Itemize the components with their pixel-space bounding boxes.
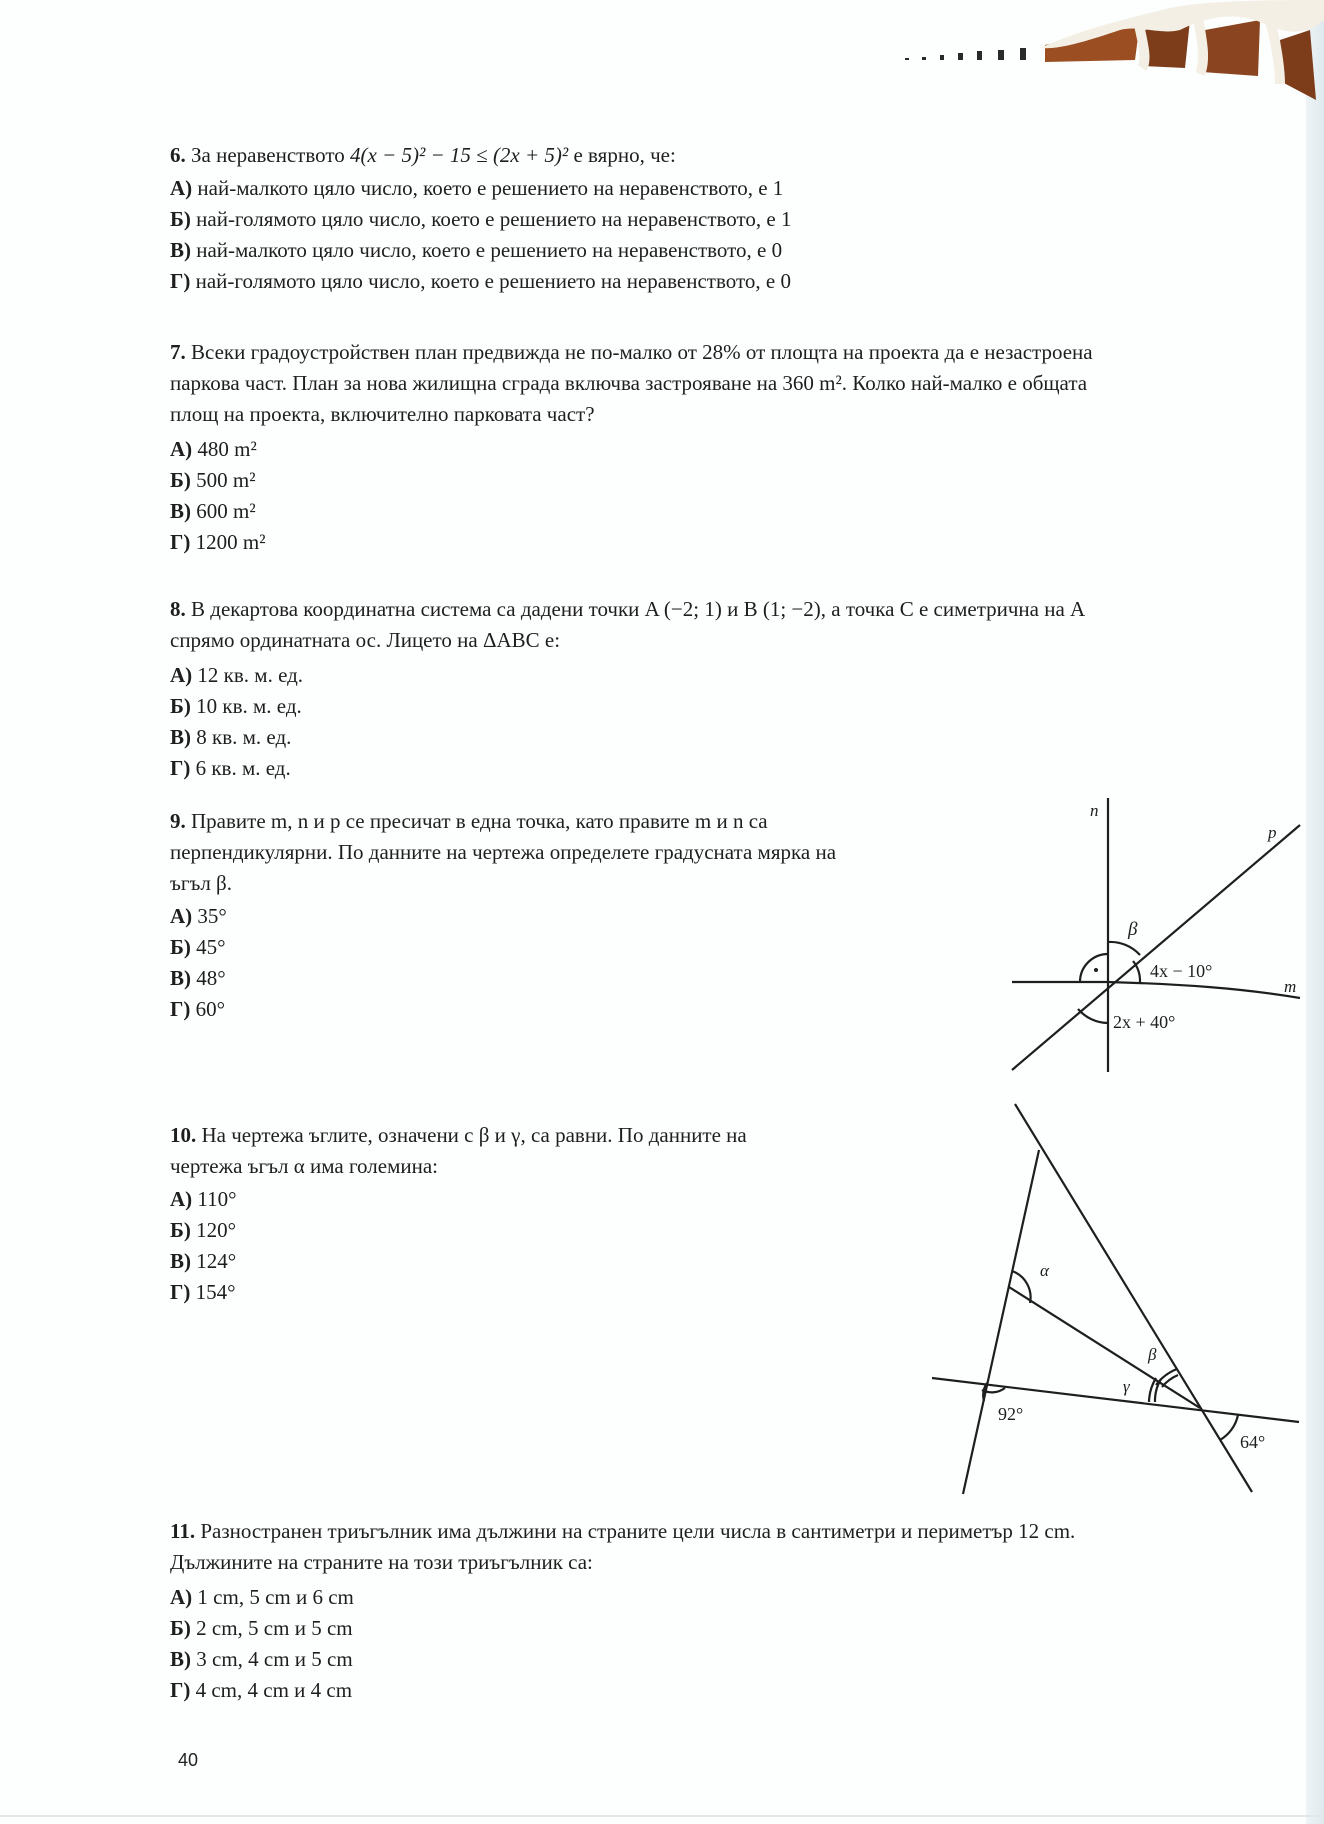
question-stem (170, 140, 791, 171)
answer-option-d[interactable] (170, 994, 1000, 1025)
question-number: 8. (170, 597, 186, 621)
option-text: най-голямото цяло число, което е решението на неравенството, е 0 (195, 269, 791, 293)
answer-option-c[interactable] (170, 235, 791, 266)
answer-option-b[interactable] (170, 465, 1320, 496)
option-label: А) (170, 437, 193, 461)
question-10 (170, 1120, 930, 1308)
line-left-side (963, 1150, 1039, 1494)
figure-q9-intersecting-lines (1000, 780, 1320, 1080)
beta-arc (1108, 942, 1140, 955)
answer-option-a[interactable] (170, 434, 1320, 465)
question-number: 6. (170, 143, 186, 167)
stem-text: За неравенството (191, 143, 345, 167)
answer-option-a[interactable] (170, 1582, 1320, 1613)
option-label: Б) (170, 694, 191, 718)
page-number: 40 (178, 1750, 199, 1770)
option-label: А) (170, 663, 193, 687)
stem-line: Дължините на страните на този триъгълник са: (170, 1550, 593, 1574)
answer-option-c[interactable] (170, 1246, 930, 1277)
label-92: 92° (998, 1404, 1024, 1424)
answer-option-c[interactable] (170, 1644, 1320, 1675)
stem-line: ъгъл β. (170, 871, 232, 895)
option-text: 60° (195, 997, 226, 1021)
option-label: Б) (170, 1218, 191, 1242)
answer-option-a[interactable] (170, 660, 1320, 691)
stem-line: В декартова координатна система са дадени точки A (−2; 1) и B (1; −2), а точка C е симетрична на A (191, 597, 1086, 621)
label-beta: β (1128, 919, 1138, 940)
option-text: 1200 m² (195, 530, 266, 554)
option-text: 1 cm, 5 cm и 6 cm (197, 1585, 354, 1609)
question-11 (170, 1516, 1320, 1706)
answer-option-b[interactable] (170, 1613, 1320, 1644)
angle-64-arc (1220, 1415, 1238, 1440)
question-9 (170, 806, 1000, 1025)
option-text: най-малкото цяло число, което е решението на неравенството, е 1 (197, 176, 784, 200)
question-stem (170, 806, 1000, 837)
option-label: Г) (170, 756, 191, 780)
option-label: А) (170, 176, 193, 200)
question-stem (170, 1120, 930, 1151)
option-text: 120° (196, 1218, 237, 1242)
option-text: 8 кв. м. ед. (196, 725, 292, 749)
question-number: 7. (170, 340, 186, 364)
option-text: 480 m² (197, 437, 257, 461)
right-angle-dot (1094, 968, 1098, 972)
stem-line: чертежа ъгъл α има големина: (170, 1154, 438, 1178)
option-label: Б) (170, 1616, 191, 1640)
option-label: А) (170, 1187, 193, 1211)
option-label: Г) (170, 530, 191, 554)
option-text: 154° (195, 1280, 236, 1304)
label-n: n (1090, 801, 1099, 820)
option-label: Б) (170, 468, 191, 492)
answer-option-a[interactable] (170, 901, 1000, 932)
stem-text: е вярно, че: (573, 143, 676, 167)
option-text: 600 m² (196, 499, 256, 523)
option-label: Б) (170, 207, 191, 231)
label-lower-angle: 2x + 40° (1113, 1012, 1176, 1032)
question-stem (170, 337, 1320, 368)
label-64: 64° (1240, 1432, 1266, 1452)
right-angle-arc (1080, 954, 1108, 982)
answer-option-c[interactable] (170, 496, 1320, 527)
option-label: Б) (170, 935, 191, 959)
option-text: 10 кв. м. ед. (196, 694, 302, 718)
answer-option-b[interactable] (170, 204, 791, 235)
label-alpha: α (1040, 1261, 1049, 1280)
option-text: 6 кв. м. ед. (195, 756, 291, 780)
stem-line: спрямо ординатната ос. Лицето на ΔABC е: (170, 628, 561, 652)
option-text: 110° (197, 1187, 237, 1211)
question-6 (170, 140, 791, 297)
stem-line: Правите m, n и p се пресичат в една точка, като правите m и n са (191, 809, 768, 833)
answer-option-b[interactable] (170, 1215, 930, 1246)
stem-line: На чертежа ъглите, означени с β и γ, са равни. По данните на (201, 1123, 747, 1147)
option-text: 124° (196, 1249, 237, 1273)
question-stem (170, 594, 1320, 625)
option-text: 2 cm, 5 cm и 5 cm (196, 1616, 353, 1640)
label-gamma: γ (1123, 1377, 1130, 1396)
line-p (1012, 825, 1300, 1070)
question-number: 9. (170, 809, 186, 833)
label-upper-angle: 4x − 10° (1150, 961, 1213, 981)
option-label: В) (170, 1249, 191, 1273)
option-text: 12 кв. м. ед. (197, 663, 304, 687)
stem-line: Разностранен триъгълник има дължини на страните цели числа в сантиметри и периметър 12 cm. (200, 1519, 1076, 1543)
option-label: В) (170, 1647, 191, 1671)
option-label: А) (170, 1585, 193, 1609)
figure-q10-triangle (920, 1090, 1324, 1510)
answer-option-a[interactable] (170, 1184, 930, 1215)
inequality-formula: 4(x − 5)² − 15 ≤ (2x + 5)² (349, 143, 569, 167)
option-text: 48° (196, 966, 226, 990)
line-right-side (1015, 1104, 1252, 1492)
label-beta: β (1148, 1345, 1157, 1364)
answer-option-d[interactable] (170, 1675, 1320, 1706)
option-text: най-малкото цяло число, което е решението на неравенството, е 0 (196, 238, 783, 262)
option-text: 500 m² (196, 468, 256, 492)
option-label: В) (170, 238, 191, 262)
option-text: най-голямото цяло число, което е решението на неравенството, е 1 (196, 207, 792, 231)
stem-line: Всеки градоустройствен план предвижда не по-малко от 28% от площта на проекта да е незастроена (191, 340, 1093, 364)
option-label: А) (170, 904, 193, 928)
answer-option-b[interactable] (170, 932, 1000, 963)
label-p: p (1268, 823, 1277, 842)
answer-option-b[interactable] (170, 691, 1320, 722)
answer-option-c[interactable] (170, 963, 1000, 994)
stem-line: площ на проекта, включително парковата част? (170, 402, 595, 426)
question-number: 11. (170, 1519, 196, 1543)
question-7 (170, 337, 1320, 558)
question-number: 10. (170, 1123, 197, 1147)
answer-option-d[interactable] (170, 1277, 930, 1308)
answer-option-d[interactable] (170, 266, 791, 297)
option-label: Г) (170, 1678, 191, 1702)
line-m-right (1108, 982, 1300, 998)
option-label: В) (170, 499, 191, 523)
option-text: 3 cm, 4 cm и 5 cm (196, 1647, 353, 1671)
question-8 (170, 594, 1320, 784)
page-bottom-edge (0, 1815, 1324, 1817)
decorative-lace-corner (880, 0, 1324, 110)
option-text: 35° (197, 904, 227, 928)
option-text: 4 cm, 4 cm и 4 cm (195, 1678, 353, 1702)
option-label: В) (170, 725, 191, 749)
stem-line: перпендикулярни. По данните на чертежа определете градусната мярка на (170, 840, 837, 864)
stem-line: паркова част. План за нова жилищна сграда включва застрояване на 360 m². Колко най-малко е общата (170, 371, 1088, 395)
option-label: В) (170, 966, 191, 990)
option-text: 45° (196, 935, 226, 959)
upper-angle-arc (1133, 961, 1140, 982)
answer-option-c[interactable] (170, 722, 1320, 753)
option-label: Г) (170, 997, 191, 1021)
option-label: Г) (170, 269, 191, 293)
label-m: m (1284, 977, 1297, 996)
question-stem (170, 1516, 1320, 1547)
answer-option-a[interactable] (170, 173, 791, 204)
option-label: Г) (170, 1280, 191, 1304)
answer-option-d[interactable] (170, 527, 1320, 558)
